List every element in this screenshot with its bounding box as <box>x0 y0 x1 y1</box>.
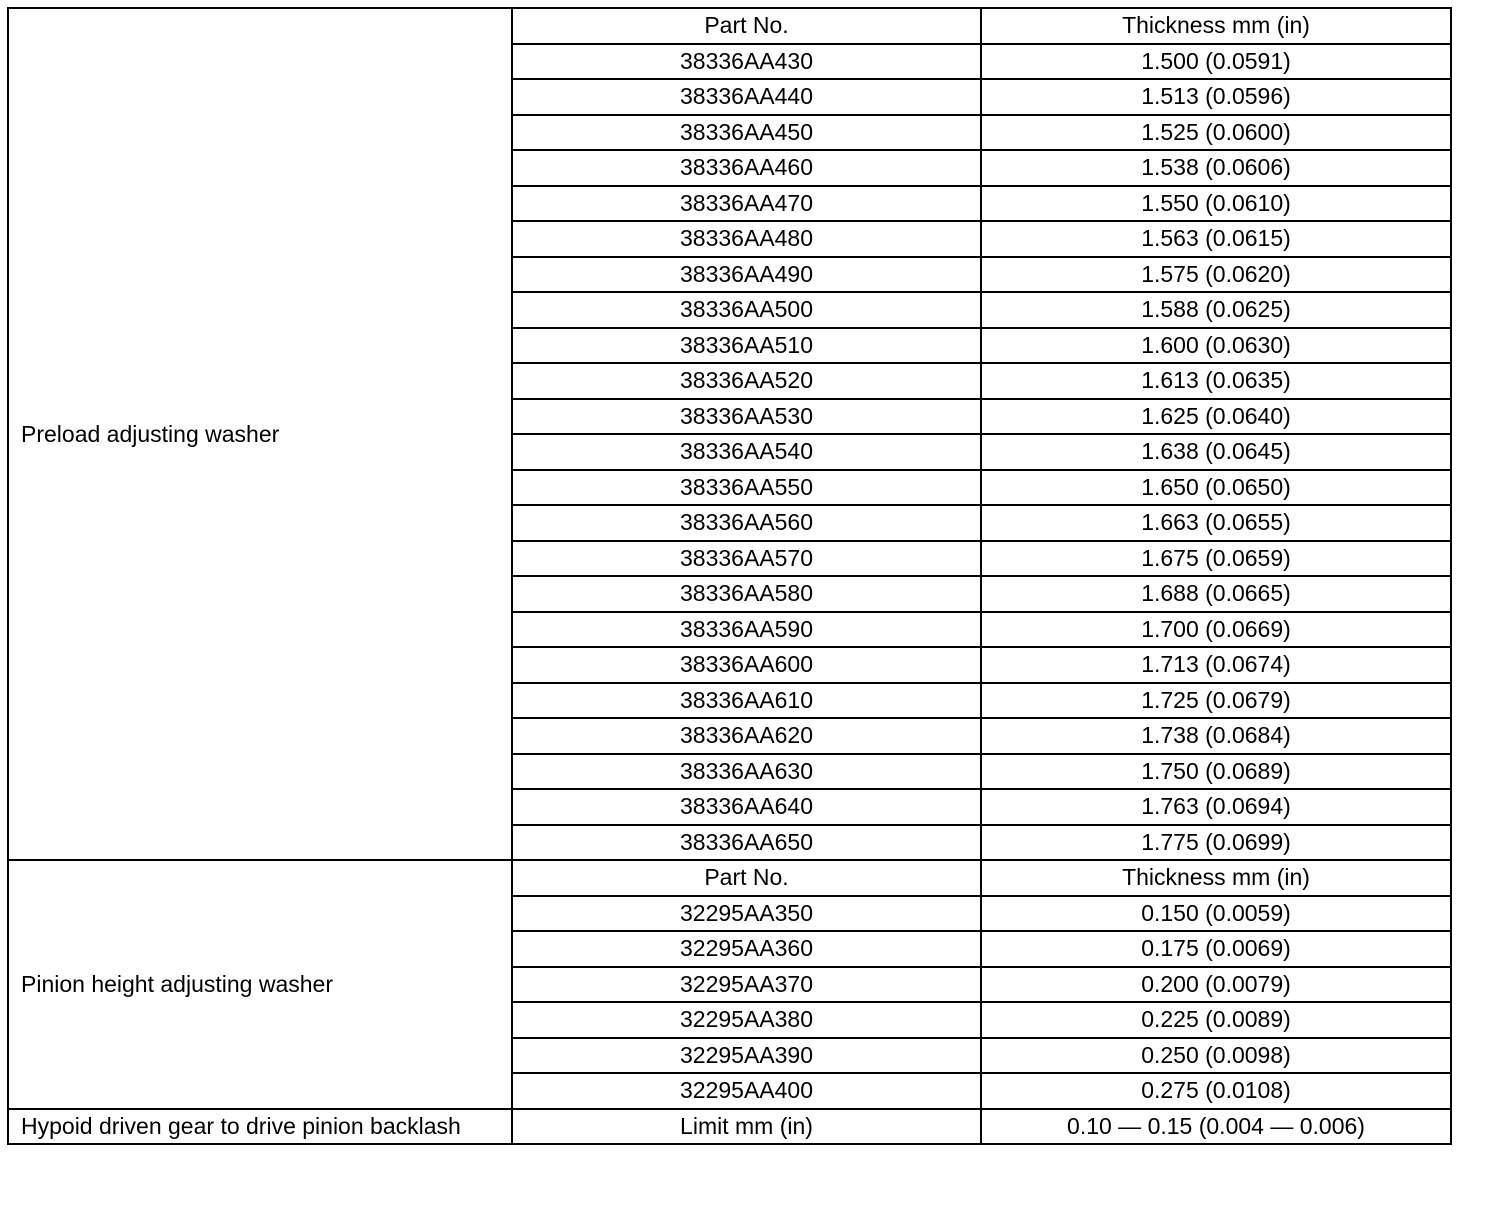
part-number-cell: 38336AA490 <box>512 257 981 293</box>
thickness-cell: 1.538 (0.0606) <box>981 150 1451 186</box>
thickness-cell: 1.588 (0.0625) <box>981 292 1451 328</box>
part-number-cell: 38336AA470 <box>512 186 981 222</box>
thickness-cell: 1.613 (0.0635) <box>981 363 1451 399</box>
thickness-header: Thickness mm (in) <box>981 8 1451 44</box>
thickness-cell: 0.275 (0.0108) <box>981 1073 1451 1109</box>
part-number-cell: 38336AA590 <box>512 612 981 648</box>
thickness-cell: 1.700 (0.0669) <box>981 612 1451 648</box>
part-number-cell: 32295AA380 <box>512 1002 981 1038</box>
part-number-cell: 38336AA530 <box>512 399 981 435</box>
thickness-cell: 1.750 (0.0689) <box>981 754 1451 790</box>
thickness-cell: 1.638 (0.0645) <box>981 434 1451 470</box>
thickness-cell: 1.650 (0.0650) <box>981 470 1451 506</box>
part-number-cell: 38336AA600 <box>512 647 981 683</box>
backlash-value: 0.10 — 0.15 (0.004 — 0.006) <box>981 1109 1451 1145</box>
thickness-cell: 1.713 (0.0674) <box>981 647 1451 683</box>
part-number-cell: 38336AA430 <box>512 44 981 80</box>
part-number-cell: 38336AA630 <box>512 754 981 790</box>
thickness-cell: 1.563 (0.0615) <box>981 221 1451 257</box>
thickness-cell: 1.550 (0.0610) <box>981 186 1451 222</box>
thickness-cell: 1.575 (0.0620) <box>981 257 1451 293</box>
part-no-header: Part No. <box>512 860 981 896</box>
part-number-cell: 38336AA450 <box>512 115 981 151</box>
part-number-cell: 38336AA500 <box>512 292 981 328</box>
part-number-cell: 32295AA370 <box>512 967 981 1003</box>
part-number-cell: 38336AA510 <box>512 328 981 364</box>
thickness-cell: 1.513 (0.0596) <box>981 79 1451 115</box>
part-number-cell: 38336AA570 <box>512 541 981 577</box>
thickness-cell: 1.725 (0.0679) <box>981 683 1451 719</box>
thickness-cell: 1.675 (0.0659) <box>981 541 1451 577</box>
preload-washer-label: Preload adjusting washer <box>8 8 512 860</box>
thickness-header: Thickness mm (in) <box>981 860 1451 896</box>
specification-table <box>7 7 1452 1145</box>
part-number-cell: 38336AA580 <box>512 576 981 612</box>
thickness-cell: 0.200 (0.0079) <box>981 967 1451 1003</box>
part-number-cell: 38336AA520 <box>512 363 981 399</box>
thickness-cell: 0.150 (0.0059) <box>981 896 1451 932</box>
part-number-cell: 38336AA560 <box>512 505 981 541</box>
thickness-cell: 1.525 (0.0600) <box>981 115 1451 151</box>
thickness-cell: 1.625 (0.0640) <box>981 399 1451 435</box>
part-no-header: Part No. <box>512 8 981 44</box>
part-number-cell: 38336AA610 <box>512 683 981 719</box>
preload-washer-header-row <box>8 8 1451 44</box>
thickness-cell: 1.663 (0.0655) <box>981 505 1451 541</box>
part-number-cell: 38336AA440 <box>512 79 981 115</box>
part-number-cell: 38336AA460 <box>512 150 981 186</box>
specification-table-body <box>8 8 1451 1144</box>
part-number-cell: 38336AA640 <box>512 789 981 825</box>
thickness-cell: 1.775 (0.0699) <box>981 825 1451 861</box>
part-number-cell: 38336AA620 <box>512 718 981 754</box>
thickness-cell: 0.250 (0.0098) <box>981 1038 1451 1074</box>
backlash-row <box>8 1109 1451 1145</box>
backlash-label: Hypoid driven gear to drive pinion backlash <box>8 1109 512 1145</box>
thickness-cell: 1.738 (0.0684) <box>981 718 1451 754</box>
part-number-cell: 38336AA480 <box>512 221 981 257</box>
thickness-cell: 1.500 (0.0591) <box>981 44 1451 80</box>
thickness-cell: 0.175 (0.0069) <box>981 931 1451 967</box>
part-number-cell: 38336AA650 <box>512 825 981 861</box>
part-number-cell: 32295AA400 <box>512 1073 981 1109</box>
thickness-cell: 1.763 (0.0694) <box>981 789 1451 825</box>
backlash-limit-label: Limit mm (in) <box>512 1109 981 1145</box>
part-number-cell: 32295AA360 <box>512 931 981 967</box>
part-number-cell: 38336AA550 <box>512 470 981 506</box>
part-number-cell: 38336AA540 <box>512 434 981 470</box>
part-number-cell: 32295AA350 <box>512 896 981 932</box>
thickness-cell: 1.600 (0.0630) <box>981 328 1451 364</box>
part-number-cell: 32295AA390 <box>512 1038 981 1074</box>
pinion-height-washer-label: Pinion height adjusting washer <box>8 860 512 1109</box>
thickness-cell: 0.225 (0.0089) <box>981 1002 1451 1038</box>
thickness-cell: 1.688 (0.0665) <box>981 576 1451 612</box>
pinion-height-washer-header-row <box>8 860 1451 896</box>
